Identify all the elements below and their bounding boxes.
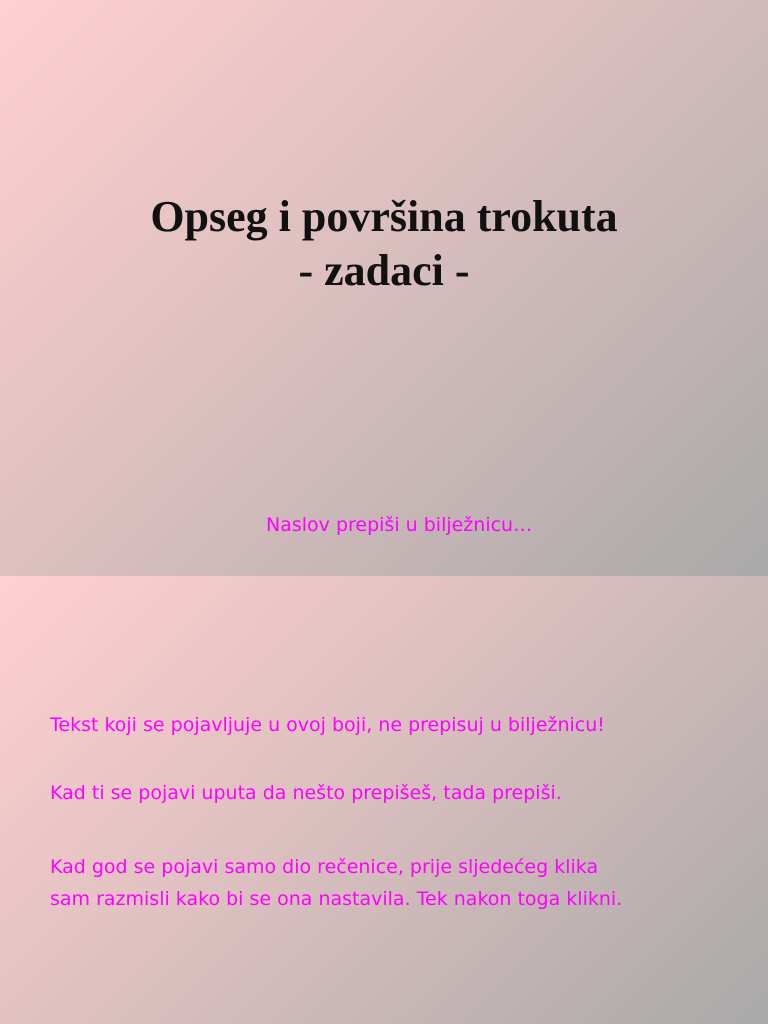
slide-instructions <box>0 576 768 1024</box>
instruction-copy-note <box>50 777 740 809</box>
instruction-color-note <box>50 709 740 741</box>
instruction-3-line-1: Kad god se pojavi samo dio rečenice, prije sljedećeg klika <box>50 856 599 878</box>
title-line-2: - zadaci - <box>298 246 470 295</box>
title-line-1: Opseg i površina trokuta <box>150 192 618 241</box>
instruction-2-text: Kad ti se pojavi uputa da nešto prepišeš, tada prepiši. <box>50 782 562 804</box>
slide-title-heading <box>0 190 768 298</box>
instruction-3-line-2: sam razmisli kako bi se ona nastavila. Tek nakon toga klikni. <box>50 888 623 910</box>
copy-title-hint: Naslov prepiši u bilježnicu… <box>266 514 533 536</box>
instruction-1-text: Tekst koji se pojavljuje u ovoj boji, ne prepisuj u bilježnicu! <box>50 714 605 736</box>
instruction-think-note <box>50 851 740 915</box>
